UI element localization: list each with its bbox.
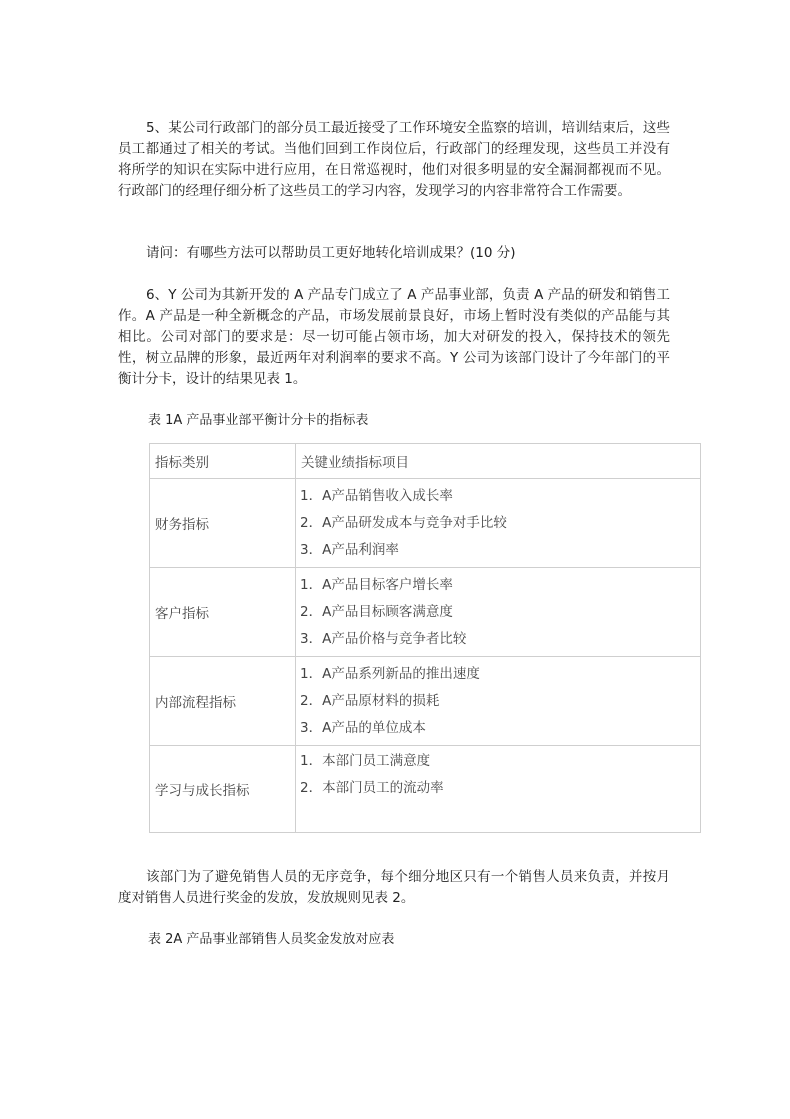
list-item: 2．A产品原材料的损耗 — [300, 692, 440, 709]
category-cell: 学习与成长指标 — [150, 746, 296, 833]
table-row — [150, 568, 701, 657]
table-row — [150, 479, 701, 568]
category-cell: 财务指标 — [150, 479, 296, 568]
question-5-text: 5、某公司行政部门的部分员工最近接受了工作环境安全监察的培训，培训结束后，这些员工都通过了相关的考试。当他们回到工作岗位后，行政部门的经理发现，这些员工并没有将所学的知识在实际中进行应用，在日常巡视时，他们对很多明显的安全漏洞都视而不见。行政部门的经理仔细分析了这些员工的学习内容，发现学习的内容非常符合工作需要。 — [118, 120, 670, 199]
list-item: 1．A产品销售收入成长率 — [300, 487, 453, 504]
list-item: 3．A产品的单位成本 — [300, 719, 426, 736]
list-item: 2．本部门员工的流动率 — [300, 780, 444, 796]
table-header-row — [150, 444, 701, 479]
kpi-table — [149, 443, 701, 833]
items-cell — [296, 568, 701, 657]
table-row — [150, 746, 701, 833]
list-item: 3．A产品利润率 — [300, 541, 399, 558]
table-2-caption: 表 2A 产品事业部销售人员奖金发放对应表 — [148, 932, 395, 947]
table-row — [150, 657, 701, 746]
category-cell: 内部流程指标 — [150, 657, 296, 746]
items-cell — [296, 479, 701, 568]
list-item: 2．A产品研发成本与竞争对手比较 — [300, 514, 507, 531]
list-item: 1．A产品目标客户增长率 — [300, 576, 453, 593]
header-category: 指标类别 — [150, 444, 296, 479]
items-cell — [296, 746, 701, 833]
question-5-ask: 请问：有哪些方法可以帮助员工更好地转化培训成果？(10 分) — [146, 245, 516, 261]
category-cell: 客户指标 — [150, 568, 296, 657]
header-items: 关键业绩指标项目 — [296, 444, 701, 479]
question-6-text: 6、Y 公司为其新开发的 A 产品专门成立了 A 产品事业部，负责 A 产品的研发和销售工作。A 产品是一种全新概念的产品，市场发展前景良好，市场上暂时没有类似的产品能与其相比。公司对部门的要求是：尽一切可能占领市场，加大对研发的投入，保持技术的领先性，树立品牌的形象，最近两年对利润率的要求不高。Y 公司为该部门设计了今年部门的平衡计分卡，设计的结果见表 1。 — [118, 287, 670, 387]
list-item: 2．A产品目标顾客满意度 — [300, 603, 453, 620]
after-table-text: 该部门为了避免销售人员的无序竞争，每个细分地区只有一个销售人员来负责，并按月度对销售人员进行奖金的发放，发放规则见表 2。 — [118, 869, 670, 906]
table-1-caption: 表 1A 产品事业部平衡计分卡的指标表 — [148, 413, 369, 428]
items-cell — [296, 657, 701, 746]
list-item: 3．A产品价格与竞争者比较 — [300, 630, 467, 647]
list-item: 1．A产品系列新品的推出速度 — [300, 665, 480, 682]
list-item: 1．本部门员工满意度 — [300, 753, 431, 769]
